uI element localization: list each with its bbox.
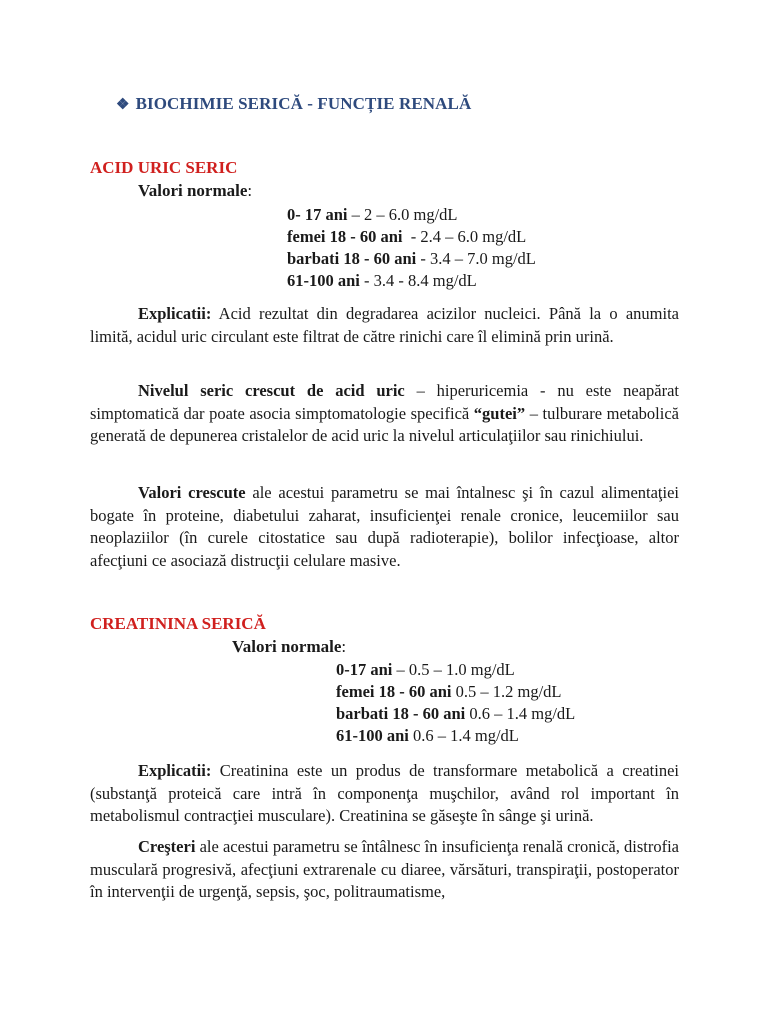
range-value: - 2.4 – 6.0 mg/dL xyxy=(402,227,527,246)
explanation-label: Explicatii: xyxy=(138,304,212,323)
range-group: 61-100 ani xyxy=(287,271,360,290)
diamond-bullet-icon: ❖ xyxy=(116,97,130,113)
creatinina-title: CREATININA SERICĂ xyxy=(90,614,266,633)
creatinina-increases xyxy=(90,836,679,904)
range-value: 0.6 – 1.4 mg/dL xyxy=(465,704,576,723)
range-value: 0.6 – 1.4 mg/dL xyxy=(408,726,519,745)
creatinina-normal-label xyxy=(232,637,346,657)
explanation-label: Explicatii: xyxy=(138,761,212,780)
normal-label-text: Valori normale xyxy=(232,637,342,656)
high-level-label: Nivelul seric crescut de acid uric xyxy=(138,381,405,400)
range-group: 0- 17 ani xyxy=(287,205,348,224)
increases-label: Creşteri xyxy=(138,837,196,856)
range-value: – 0.5 – 1.0 mg/dL xyxy=(392,660,515,679)
range-group: femei 18 - 60 ani xyxy=(287,227,403,246)
increases-text: ale acestui parametru se întâlnesc în insuficienţa renală cronică, distrofia musculară progresivă, afecţiuni extrarenale cu diaree, vărsături, transpiraţii, postoperator în intervenţii de urgenţă, sepsis, şoc, politraumatisme, xyxy=(90,837,679,901)
creatinina-range-row xyxy=(336,660,515,680)
elevated-values-label: Valori crescute xyxy=(138,483,246,502)
explanation-text: Creatinina este un produs de transformare metabolică a creatinei (substanţă proteică care intră în componenţa muşchilor, având rol important în metabolismul contracţiei musculare). Creatinina se găseşte în sânge şi urină. xyxy=(90,761,679,825)
high-level-text-end: – tulburare metabolică generată de depunerea cristalelor de acid uric la nivelul articulaţiilor sau rinichiului. xyxy=(90,403,679,445)
section-heading xyxy=(116,94,471,114)
acid-uric-range-row xyxy=(287,271,477,291)
acid-uric-elevated-values xyxy=(90,482,679,572)
range-value: – 2 – 6.0 mg/dL xyxy=(347,205,458,224)
range-group: 61-100 ani xyxy=(336,726,409,745)
normal-label-text: Valori normale xyxy=(138,181,248,200)
section-heading-text: BIOCHIMIE SERICĂ - FUNCȚIE RENALĂ xyxy=(135,94,472,113)
elevated-values-text: ale acestui parametru se mai întalnesc şi în cazul alimentaţiei bogate în proteine, diabetului zaharat, insuficienţei renale cronice, leucemiilor sau neoplaziilor (în curele citostatice sau după radioterapie), bolilor infecţioase, altor afecţiuni ce asociază distrucţii celulare masive. xyxy=(90,483,679,570)
range-value: 0.5 – 1.2 mg/dL xyxy=(451,682,562,701)
gout-term: “gutei” xyxy=(473,403,526,423)
range-value: - 3.4 – 7.0 mg/dL xyxy=(416,249,536,268)
normal-label-colon: : xyxy=(341,637,347,656)
acid-uric-normal-label xyxy=(138,181,252,201)
explanation-text: Acid rezultat din degradarea acizilor nucleici. Până la o anumita limită, acidul uric circulant este filtrat de către rinichi care îl elimină prin urină. xyxy=(90,304,679,346)
creatinina-explanation xyxy=(90,760,679,828)
range-group: barbati 18 - 60 ani xyxy=(336,704,466,723)
normal-label-colon: : xyxy=(247,181,253,200)
range-group: barbati 18 - 60 ani xyxy=(287,249,417,268)
range-value: - 3.4 - 8.4 mg/dL xyxy=(359,271,477,290)
creatinina-range-row xyxy=(336,704,575,724)
acid-uric-high-level xyxy=(90,380,679,448)
acid-uric-title: ACID URIC SERIC xyxy=(90,158,238,177)
creatinina-range-row xyxy=(336,682,561,702)
acid-uric-explanation xyxy=(90,303,679,348)
range-group: femei 18 - 60 ani xyxy=(336,682,452,701)
acid-uric-range-row xyxy=(287,227,526,247)
creatinina-range-row xyxy=(336,726,519,746)
high-level-text: – hiperuricemia - nu este neapărat simptomatică dar poate asocia simptomatologie specifică xyxy=(90,381,679,423)
acid-uric-range-row xyxy=(287,249,536,269)
range-group: 0-17 ani xyxy=(336,660,393,679)
acid-uric-range-row xyxy=(287,205,458,225)
